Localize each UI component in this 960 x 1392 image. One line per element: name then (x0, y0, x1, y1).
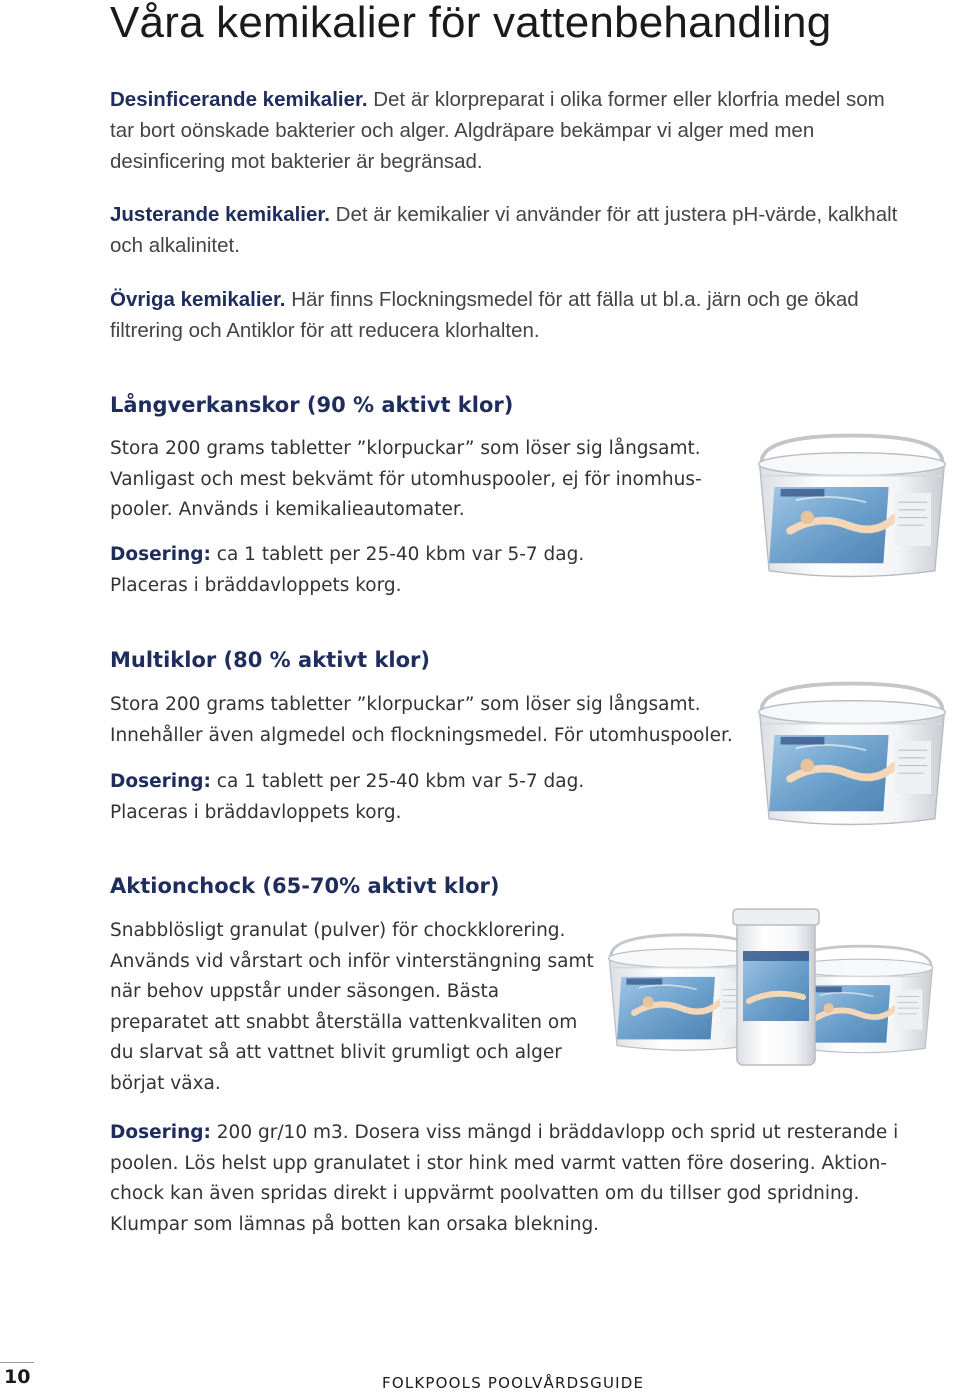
dosing-text: ca 1 tablett per 25-40 kbm var 5-7 dag. (210, 771, 585, 792)
shock-products-image (603, 905, 953, 1085)
dosing-text: 200 gr/10 m3. Dosera viss mängd i bräddavlopp och sprid ut resterande i poolen. Lös helst upp granulatet i stor hink med varmt vatten före dosering. Aktion-chock kan även spridas direkt i uppvärmt poolvatten om du tillser god spridning. Klumpar som lämnas på botten kan orsaka blekning. (110, 1122, 899, 1235)
product-dosing (110, 767, 730, 828)
intro-other (110, 284, 910, 346)
intro-text: Det är kemikalier vi använder för att justera pH-värde, kalkhalt och alkalinitet. (110, 203, 898, 257)
dosing-label: Dosering: (110, 1122, 211, 1143)
dosing-note: Placeras i bräddavloppets korg. (110, 574, 402, 596)
chlorine-bucket-image (752, 422, 952, 592)
page-number: 10 (4, 1366, 31, 1388)
product-heading: Långverkanskor (90 % aktivt klor) (110, 393, 514, 417)
intro-adjusting (110, 199, 910, 261)
product-heading: Multiklor (80 % aktivt klor) (110, 648, 430, 672)
page-title: Våra kemikalier för vattenbehandling (110, 0, 832, 47)
intro-label: Justerande kemikalier. (110, 203, 330, 226)
intro-text: Här finns Flockningsmedel för att fälla ut bl.a. järn och ge ökad filtrering och Antiklor för att reducera klorhalten. (110, 288, 859, 342)
intro-label: Övriga kemikalier. (110, 288, 286, 311)
product-heading: Aktionchock (65-70% aktivt klor) (110, 874, 500, 898)
publication-name: FOLKPOOLS POOLVÅRDSGUIDE (382, 1374, 645, 1392)
dosing-note: Placeras i bräddavloppets korg. (110, 801, 402, 823)
intro-label: Desinficerande kemikalier. (110, 88, 368, 111)
dosing-text: ca 1 tablett per 25-40 kbm var 5-7 dag. (210, 544, 585, 565)
intro-text: Det är klorpreparat i olika former eller klorfria medel som tar bort oönskade bakterier och alger. Algdräpare bekämpar vi alger med men desinficering mot bakterier är begränsad. (110, 88, 885, 173)
chlorine-bucket-image (752, 670, 952, 840)
footer-divider (0, 1362, 34, 1363)
product-description: Stora 200 grams tabletter ”klorpuckar” som löser sig långsamt. Vanligast och mest bekvämt för utomhuspooler, ej för inomhus-pooler. Används i kemikalieautomater. (110, 438, 702, 520)
dosing-label: Dosering: (110, 544, 211, 565)
product-dosing (110, 540, 730, 601)
product-dosing (110, 1118, 910, 1240)
product-description: Snabblösligt granulat (pulver) för chockklorering. Används vid vårstart och inför vinterstängning samt när behov uppstår under säsongen. Bästa preparatet att snabbt återställa vattenkvaliten om du slarvat så att vattnet blivit grumligt och alger börjat växa. (110, 920, 594, 1094)
dosing-label: Dosering: (110, 771, 211, 792)
intro-disinfecting (110, 84, 910, 177)
product-description: Stora 200 grams tabletter ”klorpuckar” som löser sig långsamt. Innehåller även algmedel och flockningsmedel. För utomhuspooler. (110, 694, 733, 746)
